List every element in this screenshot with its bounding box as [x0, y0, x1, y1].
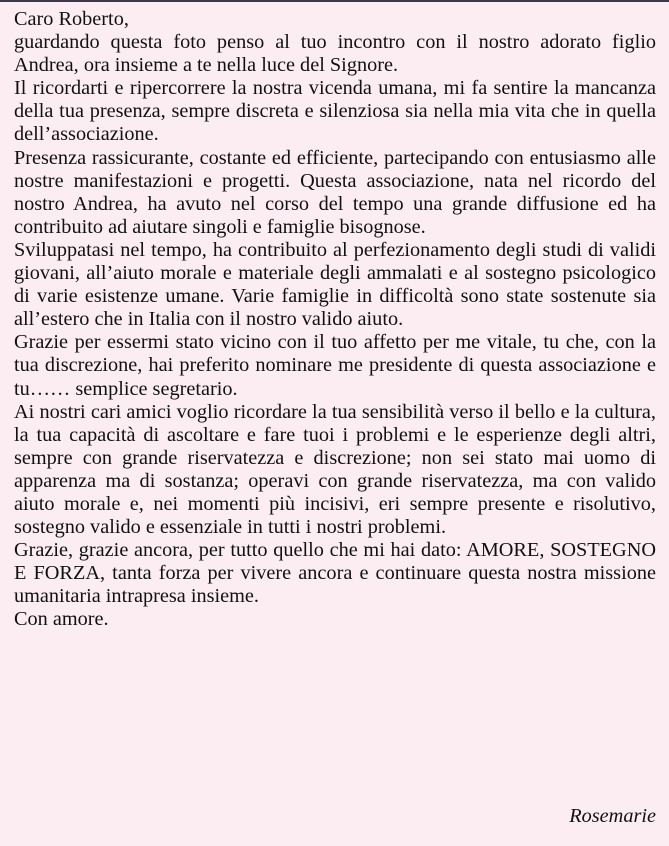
- letter-paragraph-2: Il ricordarti e ripercorrere la nostra vicenda umana, mi fa sentire la mancanza della tua presenza, sempre discreta e silenziosa sia nella mia vita che in quella dell’associazione.: [14, 77, 656, 146]
- letter-paragraph-7: Grazie, grazie ancora, per tutto quello che mi hai dato: AMORE, SOSTEGNO E FORZA, tanta forza per vivere ancora e continuare questa nostra missione umanitaria intrapresa insieme.: [14, 539, 656, 608]
- letter-paragraph-5: Grazie per essermi stato vicino con il tuo affetto per me vitale, tu che, con la tua discrezione, hai preferito nominare me presidente di questa associazione e tu…… semplice segretario.: [14, 331, 656, 400]
- letter-paragraph-4: Sviluppatasi nel tempo, ha contribuito al perfezionamento degli studi di validi giovani, all’aiuto morale e materiale degli ammalati e al sostegno psicologico di varie esistenze umane. Varie famiglie in difficoltà sono state sostenute sia all’estero che in Italia con il nostro valido aiuto.: [14, 238, 656, 331]
- letter-signature: Rosemarie: [569, 805, 656, 827]
- letter-paragraph-1: guardando questa foto penso al tuo incontro con il nostro adorato figlio Andrea, ora insieme a te nella luce del Signore.: [14, 31, 656, 77]
- letter-salutation: Caro Roberto,: [14, 8, 129, 30]
- letter-closing: Con amore.: [14, 608, 109, 631]
- letter-paragraph-6: Ai nostri cari amici voglio ricordare la tua sensibilità verso il bello e la cultura, la tua capacità di ascoltare e fare tuoi i problemi e le esperienze degli altri, sempre con grande riservatezza e discrezione; non sei stato mai uomo di apparenza ma di sostanza; operavi con grande riservatezza, ma con valido aiuto morale e, nei momenti più incisivi, eri sempre presente e risolutivo, sostegno valido e essenziale in tutti i nostri problemi.: [14, 400, 656, 539]
- letter-paragraph-3: Presenza rassicurante, costante ed efficiente, partecipando con entusiasmo alle nostre manifestazioni e progetti. Questa associazione, nata nel ricordo del nostro Andrea, ha avuto nel corso del tempo una grande diffusione ed ha contribuito ad aiutare singoli e famiglie bisognose.: [14, 146, 656, 238]
